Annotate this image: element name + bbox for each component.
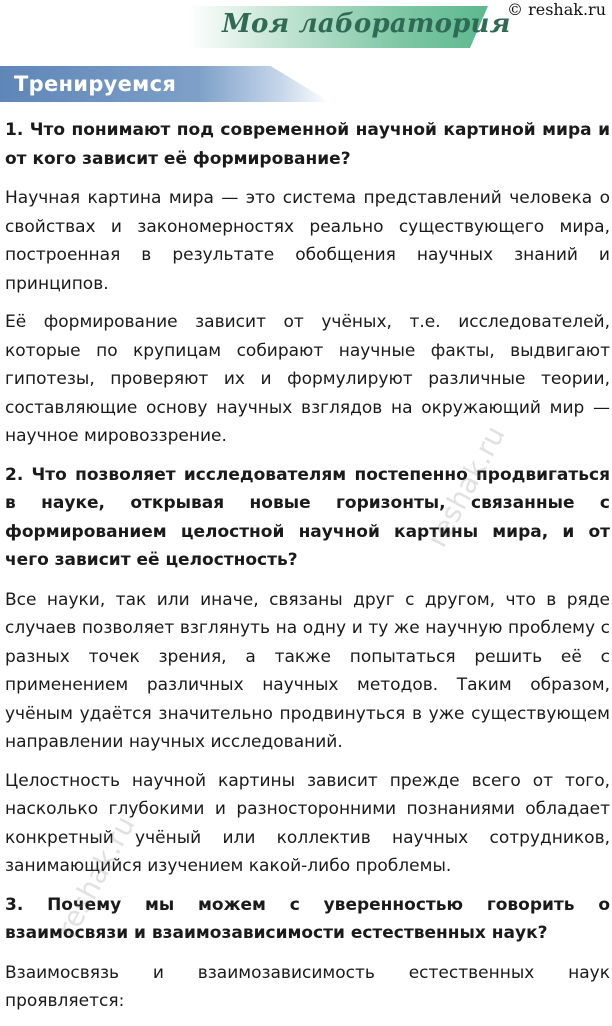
watermark-1: reshak.ru (420, 420, 512, 553)
answer-paragraph-2: Её формирование зависит от учёных, т.е. исследователей, которые по крупицам собирают научные факты, выдвигают гипотезы, проверяют их и формулируют различные теории, составляющие основу научных взглядов на окружающий мир — научное мировоззрение. (5, 312, 610, 446)
answer-paragraph-3: Все науки, так или иначе, связаны друг с другом, что в ряде случаев позволяет взглянуть на одну и ту же научную проблему с разных точек зрения, а также попытаться решить её с применением различных научных методов. Таким образом, учёным удаётся значительно продвинуться в уже существующем направлении научных исследований. (5, 589, 610, 752)
question-3: 3. Почему мы можем с уверенностью говорить о взаимосвязи и взаимозависимости естественных наук? (5, 894, 610, 943)
site-watermark-label: © reshak.ru (507, 0, 606, 19)
question-1: 1. Что понимают под современной научной картиной мира и от кого зависит её формирование? (5, 120, 610, 169)
banner-title: Моя лаборатория (222, 9, 511, 39)
answer-paragraph-4: Целостность научной картины зависит прежде всего от того, насколько глубокими и разносторонними познаниями обладает конкретный учёный или коллектив научных сотрудников, занимающийся изучением какой-либо проблемы. (5, 770, 610, 876)
watermark-2: reshak.ru (50, 810, 142, 943)
page-content (5, 116, 610, 1026)
answer-paragraph-1: Научная картина мира — это система представлений человека о свойствах и закономерностях реально существующего мира, построенная в результате обобщения научных знаний и принципов. (5, 188, 610, 294)
answer-paragraph-5: Взаимосвязь и взаимозависимость естественных наук проявляется: (5, 962, 610, 1011)
section-title: Тренируемся (14, 72, 177, 96)
question-2: 2. Что позволяет исследователям постепенно продвигаться в науке, открывая новые горизонты, связанные с формированием целостной научной картины мира, и от чего зависит её целостность? (5, 464, 610, 570)
